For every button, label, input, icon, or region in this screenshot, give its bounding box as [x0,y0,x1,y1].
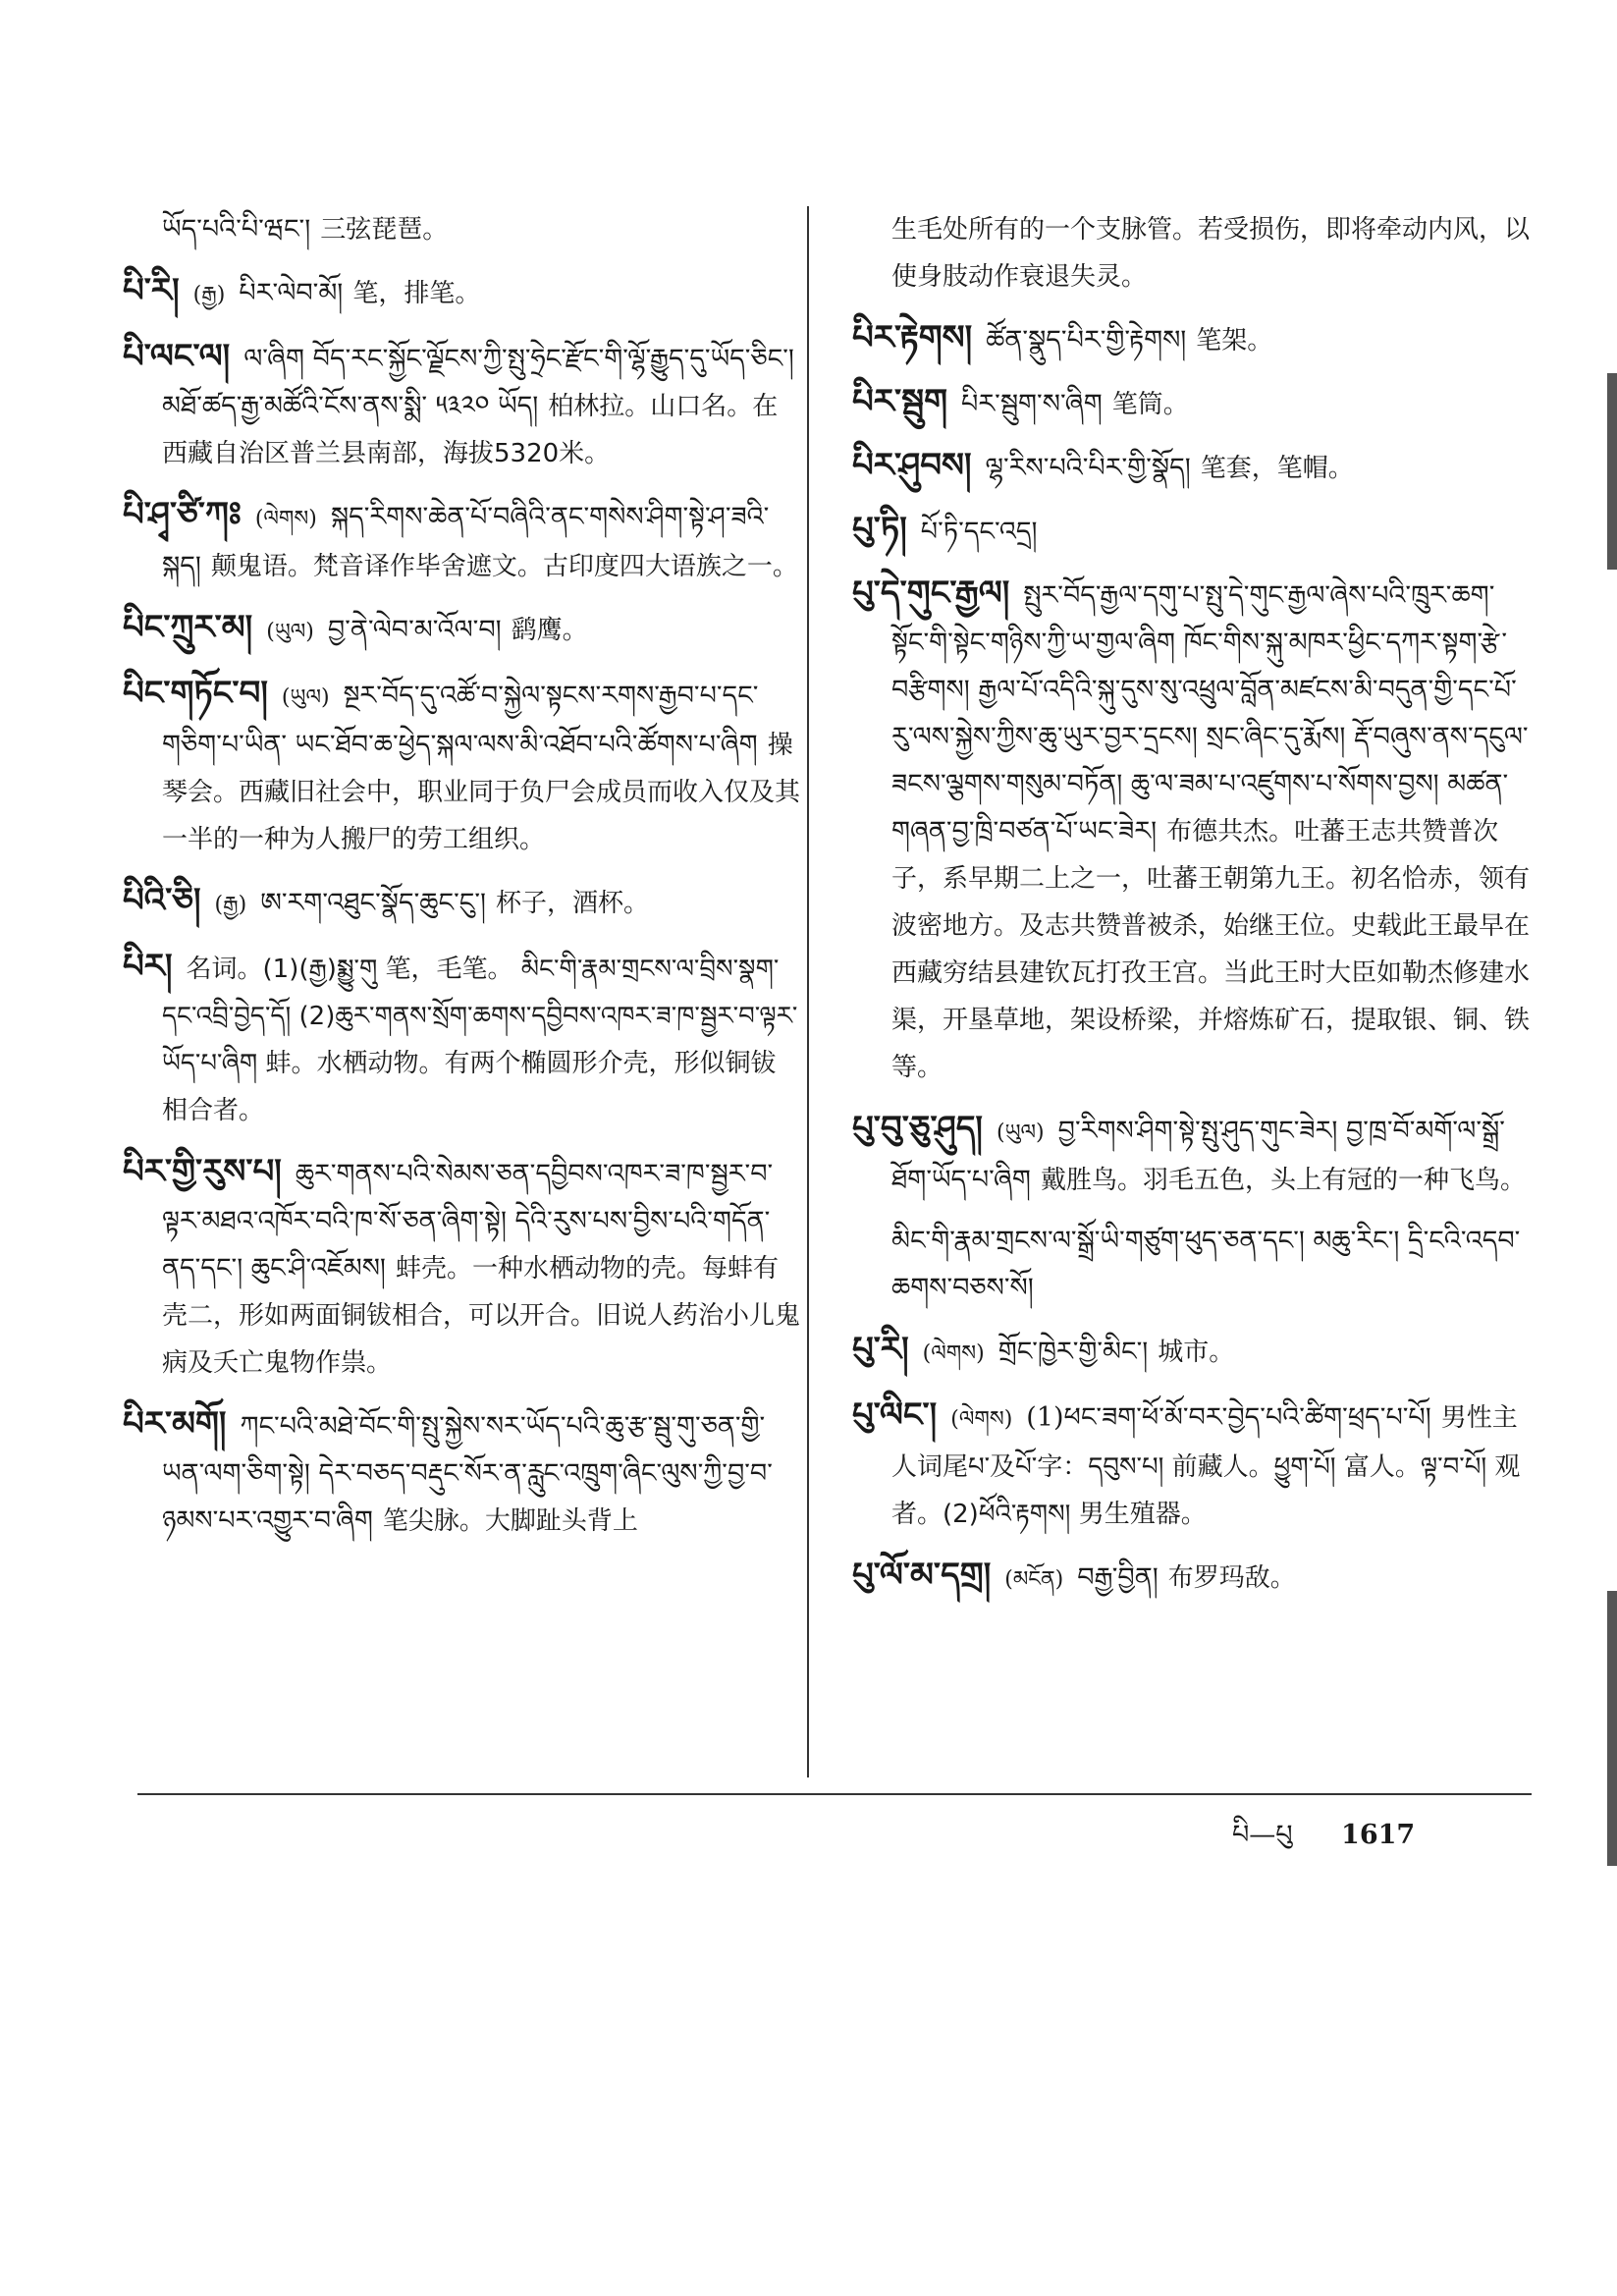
source-mark: (ཡུལ) [281,685,330,710]
chinese-definition: 柏林拉。山口名。在西藏自治区普兰县南部，海拔5320米。 [162,392,779,468]
tibetan-definition: ལ་ཞིག བོད་རང་སྐྱོང་ལྗོངས་ཀྱི་སྤུ་ཧྲེང་རྫོང་གི་ལྷོ་རྒྱུད་དུ་ཡོད་ཅིང་། མཐོ་ཚད་རྒྱ་མཚོའི་ངོས་ནས་སྨི་ ༥༣༢༠ ཡོད། [162,344,794,421]
chinese-definition: 笔套，笔帽。 [1200,454,1354,483]
tibetan-definition: བྱ་ནེ་ལེབ་མ་འོལ་བ། [327,615,502,645]
dictionary-entry [123,670,800,863]
tibetan-definition: སྤུར་བོད་རྒྱལ་དགུ་པ་སྤུ་དེ་གུང་རྒྱལ་ཞེས་པའི་ཁྲུར་ཆག་སྟོང་གི་སྟེང་གཉིས་ཀྱི་ཡ་གྱལ་ཞིག ཁོང་གིས་སྐུ་མཁར་ཕྱིང་དཀར་སྟག་རྩེ་བརྩིགས། རྒྱལ་པོ་འདིའི་སྐུ་དུས་སུ་འཕྲུལ་བློན་མཛངས་མི་བདུན་གྱི་དང་པོ་རུ་ལས་སྐྱེས་ཀྱིས་ཆུ་ཡུར་བྱར་དྲངས། སྲང་ཞིང་དུ་རྨོས། རྡོ་བཞུས་ནས་དངུལ་ཟངས་ལྕགས་གསུམ་བཏོན། ཆུ་ལ་ཟམ་པ་འཛུགས་པ་སོགས་བྱས། མཚན་གཞན་བྱ་ཁྲི་བཙན་པོ་ཡང་ཟེར། [891,580,1529,847]
dictionary-entry [123,877,800,929]
dictionary-entry [123,1148,800,1387]
entry-headword: པི་རི། [123,271,180,310]
tibetan-definition: ཡོད་པའི་པི་ཝང་། [162,214,311,245]
dictionary-entry [123,943,800,1134]
entry-range: པི—པུ [1232,1820,1293,1850]
entry-headword: པིར། [123,947,173,986]
dictionary-entry [123,1400,800,1545]
tibetan-definition: མིང་གི་རྣམ་གྲངས་ལ་སྒྲོ་ཡི་གཙུག་ཕུད་ཅན་དང་། མཆུ་རིང་། དྲི་ངའི་འདབ་ཆགས་བཅས་སོ། [891,1226,1521,1303]
left-column [123,206,800,1558]
dictionary-entry [852,506,1530,556]
column-divider [807,206,809,1777]
entry-headword: པིར་མགོ། [123,1404,227,1444]
entry-headword: པུ་དེ་གུང་རྒྱལ། [852,574,1010,613]
entry-headword: པིར་སྦུག [852,382,948,421]
tibetan-definition: ཨ་རག་འཐུང་སྣོད་ཆུང་ངུ་། [260,888,486,918]
chinese-definition: 布德共杰。吐蕃王志共赞普次子，系早期二上之一，吐蕃王朝第九王。初名恰赤，领有波密地方。及志共赞普被杀，始继王位。史载此王最早在西藏穷结县建钦瓦打孜王宫。当此王时大臣如勒杰修建水渠，开垦草地，架设桥梁，并熔炼矿石，提取银、铜、铁等。 [891,817,1531,1082]
dictionary-entry [852,314,1530,364]
dictionary-entry [852,1392,1530,1538]
edge-scan-mark [1607,373,1617,570]
chinese-definition: 戴胜鸟。羽毛五色，头上有冠的一种飞鸟。 [1040,1166,1526,1195]
dictionary-entry [123,333,800,477]
tibetan-definition: གྲོང་ཁྱེར་གྱི་མིང་། [997,1337,1149,1367]
chinese-definition: 三弦琵琶。 [320,215,449,245]
entry-headword: པུ་ཏི། [852,510,907,549]
chinese-definition: 鹞鹰。 [511,616,588,645]
footer-rule [137,1793,1532,1795]
entry-headword: པུ་རི། [852,1330,909,1369]
dictionary-entry [852,206,1530,301]
dictionary-entry [123,604,800,656]
dictionary-entry [852,378,1530,428]
entry-headword: པིར་ཤུབས། [852,446,972,485]
dictionary-entry [852,1326,1530,1378]
chinese-definition: 笔尖脉。大脚趾头背上 [382,1506,638,1536]
tibetan-definition: པོ་ཏི་དང་འདྲ། [920,517,1038,547]
chinese-definition: 笔，排笔。 [352,279,481,308]
entry-headword: པི་ལང་ལ། [123,337,231,376]
right-column [852,206,1530,1617]
tibetan-definition: བརྒྱ་བྱིན། [1077,1562,1159,1593]
tibetan-definition: སྐད་རིགས་ཆེན་པོ་བཞིའི་ནང་གསེས་ཤིག་སྟེ་ཤ་ཟའི་སྐད། [162,502,770,581]
entry-headword: པིར་གྱི་རུས་པ། [123,1152,282,1191]
tibetan-definition: བྱ་རིགས་ཤིག་སྟེ་སྤུ་ཤུད་གུང་ཟེར། བྱ་ཁྲ་བོ་མགོ་ལ་སྒྲོ་ཐོག་ཡོད་པ་ཞིག [891,1116,1505,1195]
entry-headword: པིང་གཏོང་བ། [123,674,268,713]
page-footer [1232,1805,1415,1880]
chinese-definition: 操琴会。西藏旧社会中，职业同于负尸会成员而收入仅及其一半的一种为人搬尸的劳工组织。 [162,731,801,854]
entry-headword: པི་ཤྭ་ཙི་ཀཿ [123,495,242,534]
tibetan-definition: (1)ཕང་ཟག་ཕོ་མོ་བར་བྱེད་པའི་ཚིག་ཕྲད་པ་པོ། [1026,1402,1431,1433]
chinese-definition: 城市。 [1158,1338,1235,1367]
tibetan-definition: པིར་ལེབ་མོ། [239,278,344,308]
source-mark: (ལེགས) [254,507,317,531]
chinese-definition: 男性主人词尾པ་及པོ་字：དབུས་པ། 前藏人。ཕྱུག་པོ། 富人。ལྟ་བ་པོ། 观者。(2)ཕོའི་རྟགས། 男生殖器。 [891,1403,1521,1529]
entry-headword: པུ་ལོ་མ་དགྲ། [852,1556,992,1595]
tibetan-definition: ཆུར་གནས་པའི་སེམས་ཅན་དབྱིབས་འཁར་ཟ་ཁ་སྦྱར་བ་ལྟར་མཐའ་འཁོར་བའི་ཁ་སོ་ཅན་ཞིག་སྟེ། དེའི་རུས་པས་བྱིས་པའི་གདོན་ནད་དང་། ཆུང་ཤི་འཇོམས། [162,1159,774,1284]
dictionary-entry [123,267,800,319]
dictionary-entry [123,491,800,590]
source-mark: (ལེགས) [922,1341,985,1366]
tibetan-definition: ཚོན་སྣུད་པིར་གྱི་རྟེགས། [986,325,1187,355]
source-mark: (མངོན) [1004,1567,1064,1592]
chinese-definition: 笔架。 [1196,326,1273,355]
tibetan-definition: ལྷ་རིས་པའི་པིར་གྱི་སྣོད། [985,453,1191,483]
chinese-definition: 生毛处所有的一个支脉管。若受损伤，即将牵动内风，以使身肢动作衰退失灵。 [891,215,1531,292]
chinese-definition: 蚌壳。一种水栖动物的壳。每蚌有壳二，形如两面铜钹相合，可以开合。旧说人药治小儿鬼病及夭亡鬼物作祟。 [162,1254,801,1378]
tibetan-definition: པིར་སྦུག་ས་ཞིག [961,389,1103,419]
edge-scan-mark [1607,1591,1617,1866]
source-mark: (རྒྱ) [214,893,247,917]
dictionary-entry [123,206,800,253]
chinese-definition: 笔筒。 [1111,390,1189,419]
chinese-definition: 布罗玛敌。 [1167,1563,1296,1593]
entry-headword: པུ་ལིང་། [852,1395,938,1435]
source-mark: (ལེགས) [950,1407,1013,1432]
chinese-definition: 杯子，酒杯。 [495,889,649,918]
dictionary-entry [852,442,1530,492]
entry-headword: པུ་བུ་ཅུ་ཤུད། [852,1109,983,1148]
entry-headword: པིང་ཀྲུར་མ། [123,608,253,647]
tibetan-definition: ཀང་པའི་མཐེ་བོང་གི་སྤུ་སྐྱེས་སར་ཡོད་པའི་ཆུ་རྩ་སྦུ་གུ་ཅན་གྱི་ཡན་ལག་ཅིག་སྟེ། དེར་བཅད་བརྡུང་སོར་ན་རླུང་འཁྲུག་ཞིང་ལུས་ཀྱི་བྱ་བ་ཉམས་པར་འགྱུར་བ་ཞིག [162,1411,773,1536]
chinese-definition: 颠鬼语。梵音译作毕舍遮文。古印度四大语族之一。 [210,552,798,581]
dictionary-entry [852,570,1530,1091]
source-mark: (ཡུལ) [996,1121,1045,1145]
source-mark: (རྒྱ) [192,283,226,307]
entry-headword: པིའི་ཅི། [123,881,201,920]
dictionary-entry [852,1105,1530,1204]
page-number: 1617 [1341,1820,1416,1850]
chinese-definition: 名词。(1)(རྒྱ)སྨྱུ་གུ 笔，毛笔。 མིང་གི་རྣམ་གྲངས་ལ་བྲིས་སྣག་དང་འབྲི་བྱེད་དོ། (2)ཆུར་གནས་སྲོག་ཆགས་དབྱིབས་འཁར་ཟ་ཁ་སྦྱར་བ་ལྟར་ཡོད་པ་ཞིག 蚌。水栖动物。有两个椭圆形介壳，形似铜钹相合者。 [162,955,798,1125]
dictionary-entry [852,1552,1530,1604]
source-mark: (ཡུལ) [266,620,314,644]
tibetan-definition: སྔར་བོད་དུ་འཚོ་བ་སྐྱེལ་སྟངས་རགས་རྒྱབ་པ་དང་གཅིག་པ་ཡིན་ ཡང་ཐོབ་ཆ་ཕྱེད་སྐལ་ལས་མི་འཐོབ་པའི་ཚོགས་པ་ཞིག [162,681,759,760]
entry-headword: པིར་རྟེགས། [852,318,973,357]
dictionary-entry [852,1218,1530,1312]
